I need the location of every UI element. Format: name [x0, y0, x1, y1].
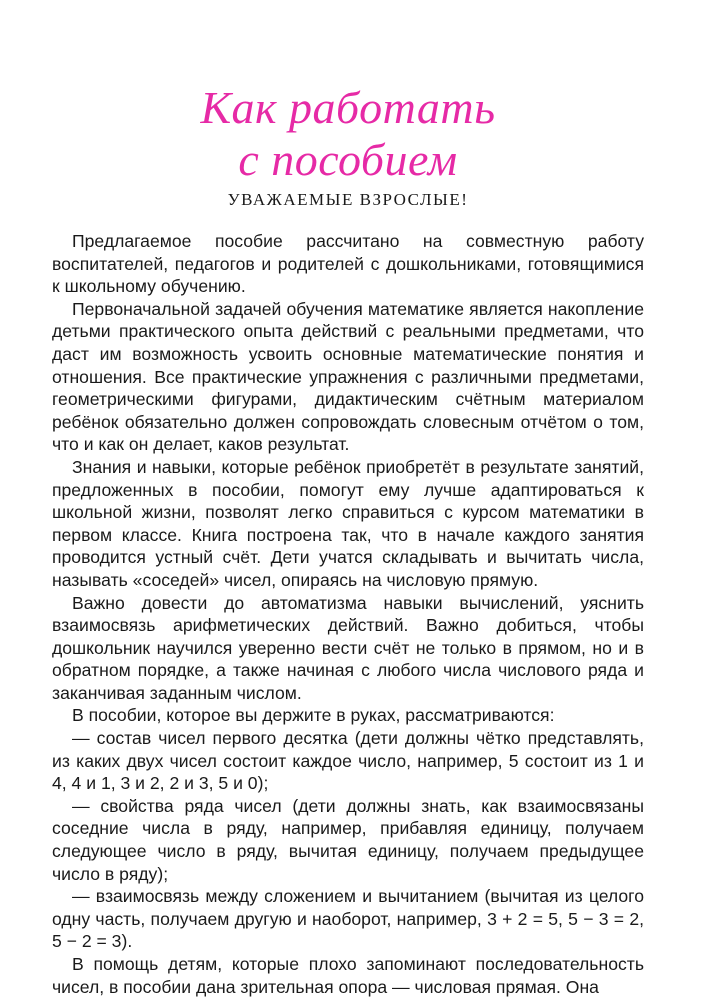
paragraph: Предлагаемое пособие рассчитано на совместную работу воспитателей, педагогов и родителей с дошкольниками, готовящимися к школьному обучению.: [52, 231, 644, 297]
body-text: [52, 230, 644, 998]
list-item: — свойства ряда чисел (дети должны знать, как взаимосвязаны соседние числа в ряду, например, прибавляя единицу, получаем следующее число в ряду, вычитая единицу, получаем предыдущее число в ряду);: [52, 795, 644, 884]
paragraph: В пособии, которое вы держите в руках, рассматриваются:: [72, 705, 555, 726]
paragraph: Первоначальной задачей обучения математике является накопление детьми практического опыта действий с реальными предметами, что даст им возможность усвоить основные математические понятия и отношения. Все практические упражнения с различными предметами, геометрическими фигурами, дидактическим счётным материалом ребёнок обязательно должен сопровождать словесным отчётом о том, что и как он делает, каков результат.: [52, 298, 644, 455]
page-title: [52, 82, 644, 186]
page-title-line-1: Как работать: [200, 82, 496, 133]
page-subtitle: УВАЖАЕМЫЕ ВЗРОСЛЫЕ!: [227, 190, 469, 209]
list-item: — состав чисел первого десятка (дети должны чётко представлять, из каких двух чисел состоит каждое число, например, 5 состоит из 1 и 4, 4 и 1, 3 и 2, 2 и 3, 5 и 0);: [52, 728, 644, 794]
paragraph: Знания и навыки, которые ребёнок приобретёт в результате занятий, предложенных в пособии, помогут ему лучше адаптироваться к школьной жизни, позволят легко справиться с курсом математики в первом классе. Книга построена так, что в начале каждого занятия проводится устный счёт. Дети учатся складывать и вычитать числа, называть «соседей» чисел, опираясь на числовую прямую.: [52, 456, 644, 590]
paragraph: Важно довести до автоматизма навыки вычислений, уяснить взаимосвязь арифметических действий. Важно добиться, чтобы дошкольник научился уверенно вести счёт не только в прямом, но и в обратном порядке, а также начиная с любого числа числового ряда и заканчивая заданным числом.: [52, 592, 644, 703]
page-title-line-2: с пособием: [238, 134, 458, 185]
paragraph: В помощь детям, которые плохо запоминают последовательность чисел, в пособии дана зрительная опора — числовая прямая. Она: [52, 954, 644, 997]
list-item: — взаимосвязь между сложением и вычитанием (вычитая из целого одну часть, получаем другую и наоборот, например, 3 + 2 = 5, 5 − 3 = 2, 5 − 2 = 3).: [52, 886, 644, 952]
